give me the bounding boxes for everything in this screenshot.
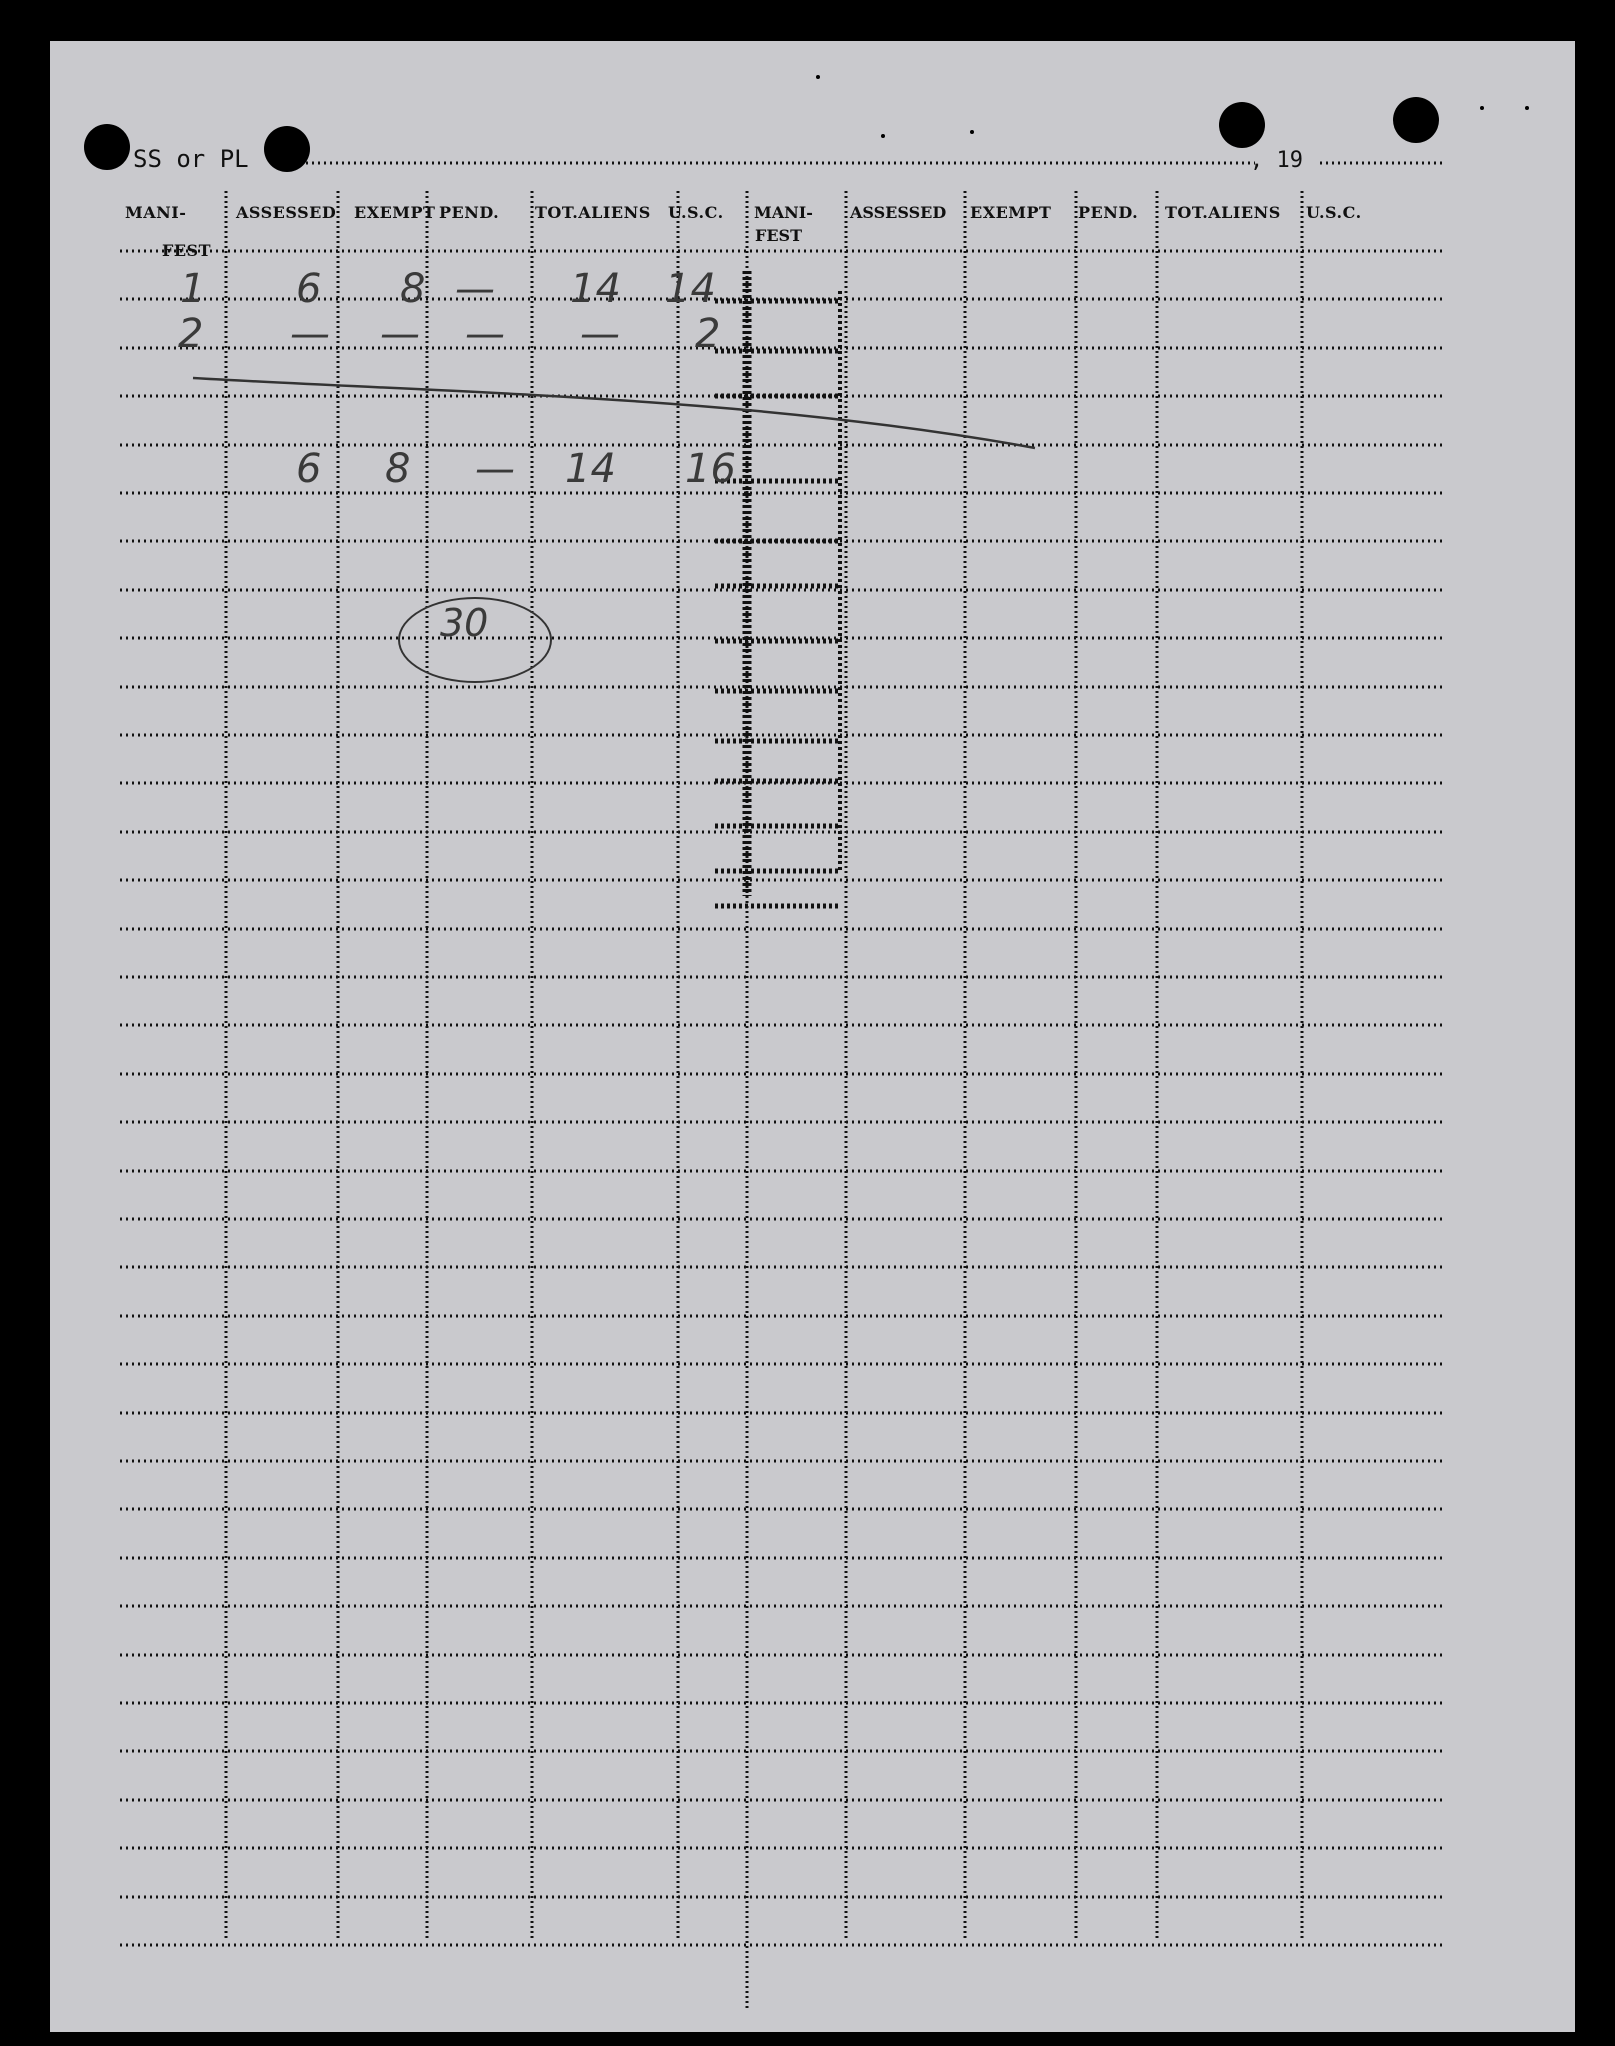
form-title: SS or PL <box>133 145 249 173</box>
speck <box>881 134 885 138</box>
col-header-manifest: MANI- <box>754 203 813 222</box>
col-header-manifest: MANI- <box>125 203 187 222</box>
entry-exempt: 8 <box>400 266 426 312</box>
form-sheet <box>50 41 1575 2032</box>
col-header-pend: PEND. <box>1078 203 1139 222</box>
punch-hole-top-left <box>264 126 310 172</box>
total-exempt: 8 <box>385 446 411 492</box>
entry-usc: 2 <box>695 311 721 357</box>
entry-tot-aliens: 14 <box>570 266 621 312</box>
col-header-assessed: ASSESSED <box>236 203 337 222</box>
grand-total: 30 <box>440 601 489 645</box>
entry-pend: — <box>455 266 495 312</box>
entry-exempt: — <box>380 311 420 357</box>
col-header-pend: PEND. <box>439 203 500 222</box>
col-header-assessed: ASSESSED <box>850 203 947 222</box>
total-usc: 16 <box>685 446 736 492</box>
punch-hole-right <box>1393 97 1439 143</box>
col-header-manifest-line2: FEST <box>755 226 803 245</box>
entry-manifest: 1 <box>180 266 206 312</box>
punch-hole-top-right <box>1219 102 1265 148</box>
col-header-exempt: EXEMPT <box>354 203 436 222</box>
speck <box>970 130 974 134</box>
col-header-tot-aliens: TOT.ALIENS <box>535 203 651 222</box>
speck <box>1525 106 1529 110</box>
total-assessed: 6 <box>296 446 322 492</box>
total-tot-aliens: 14 <box>565 446 616 492</box>
speck <box>816 75 820 79</box>
entry-manifest: 2 <box>178 311 204 357</box>
speck <box>1480 106 1484 110</box>
entry-tot-aliens: — <box>580 311 620 357</box>
year-label: , 19 <box>1250 148 1303 173</box>
ruled-grid <box>50 41 1575 2032</box>
entry-usc: 14 <box>665 266 716 312</box>
col-header-manifest-line2: FEST <box>162 241 212 260</box>
punch-hole-left <box>84 124 130 170</box>
entry-assessed: 6 <box>296 266 322 312</box>
col-header-exempt: EXEMPT <box>970 203 1052 222</box>
entry-assessed: — <box>290 311 330 357</box>
entry-pend: — <box>465 311 505 357</box>
col-header-usc: U.S.C. <box>668 203 724 222</box>
total-pend: — <box>475 446 515 492</box>
col-header-tot-aliens: TOT.ALIENS <box>1165 203 1281 222</box>
col-header-usc: U.S.C. <box>1306 203 1362 222</box>
